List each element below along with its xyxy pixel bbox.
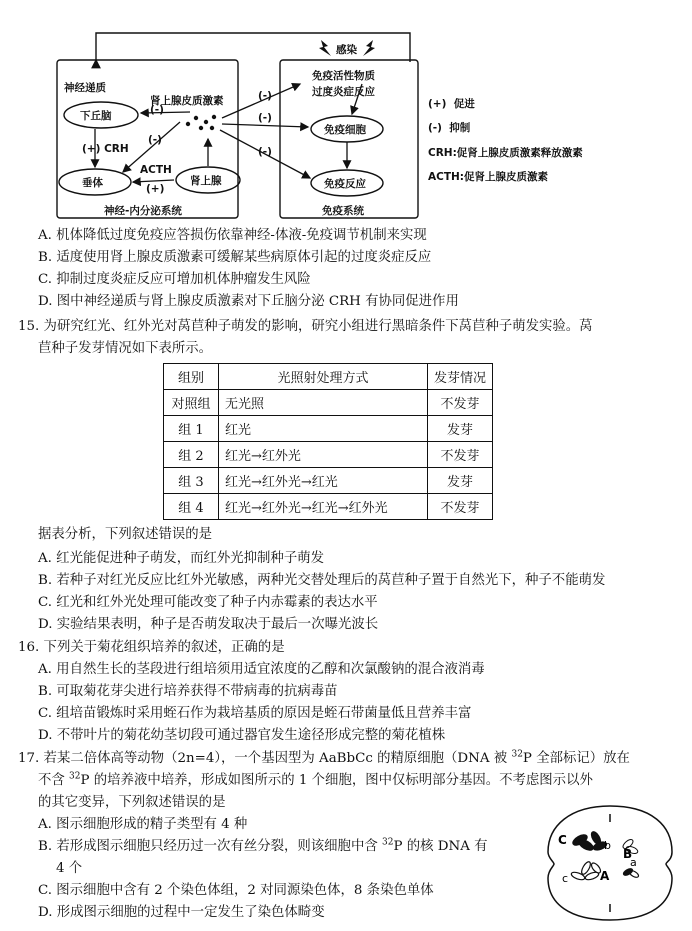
table-cell: 对照组 xyxy=(164,390,219,416)
hormone-dots xyxy=(186,115,216,130)
crh-label: (+) CRH xyxy=(82,143,129,155)
q17-option-d: D. 形成图示细胞的过程中一定发生了染色体畸变 xyxy=(38,905,325,920)
table-cell: 红光→红外光 xyxy=(219,442,428,468)
gene-label: B xyxy=(623,847,633,861)
acth-plus: (+) xyxy=(146,183,165,195)
table-cell: 无光照 xyxy=(219,390,428,416)
table-row xyxy=(164,468,493,494)
gene-label: C xyxy=(558,833,567,847)
table-header: 光照射处理方式 xyxy=(219,364,428,390)
neuro-system-label: 神经-内分泌系统 xyxy=(104,205,182,217)
immune-active-label: 免疫活性物质 xyxy=(312,70,375,82)
table-row xyxy=(164,494,493,520)
q15-option-b: B. 若种子对红光反应比红外光敏感，两种光交替处理后的莴苣种子置于自然光下，种子不能萌发 xyxy=(38,573,606,588)
infection-label: 感染 xyxy=(336,44,357,56)
q15-option-d: D. 实验结果表明，种子是否萌发取决于最后一次曝光波长 xyxy=(38,617,379,632)
nerve-transmitter-label: 神经递质 xyxy=(64,82,106,94)
table-cell: 发芽 xyxy=(428,416,493,442)
table-cell: 组 1 xyxy=(164,416,219,442)
q15-stem-line1: 15. 为研究红光、红外光对莴苣种子萌发的影响，研究小组进行黑暗条件下莴苣种子萌发实验。莴 xyxy=(18,319,593,334)
q14-option-b: B. 适度使用肾上腺皮质激素可缓解某些病原体引起的过度炎症反应 xyxy=(38,250,432,265)
legend-acth: ACTH:促肾上腺皮质激素 xyxy=(428,171,548,183)
lightning-icon xyxy=(319,40,331,56)
q17-stem-line3: 的其它变异，下列叙述错误的是 xyxy=(38,795,226,810)
adrenal-label: 肾上腺 xyxy=(190,175,222,187)
table-cell: 组 2 xyxy=(164,442,219,468)
immune-cells-label: 免疫细胞 xyxy=(324,124,366,136)
table-cell: 红光→红外光→红光→红外光 xyxy=(219,494,428,520)
q15-stem-line2: 苣种子发芽情况如下表所示。 xyxy=(38,341,213,356)
q14-option-a: A. 机体降低过度免疫应答损伤依靠神经-体液-免疫调节机制来实现 xyxy=(38,228,427,243)
table-cell: 红光→红外光→红光 xyxy=(219,468,428,494)
q17-option-c: C. 图示细胞中含有 2 个染色体组，2 对同源染色体，8 条染色单体 xyxy=(38,883,434,898)
q16-option-d: D. 不带叶片的菊花幼茎切段可通过器官发生途径形成完整的菊花植株 xyxy=(38,728,446,743)
q17-stem-line1: 17. 若某二倍体高等动物（2n=4），一个基因型为 AaBbCc 的精原细胞（DNA 被 $^{32}$P 全部标记）放在 xyxy=(18,749,630,766)
table-cell: 不发芽 xyxy=(428,390,493,416)
immune-system-label: 免疫系统 xyxy=(322,205,364,217)
minus-immune-response: (-) xyxy=(258,146,272,158)
hypothalamus-label: 下丘脑 xyxy=(80,110,112,122)
lightning-icon xyxy=(363,40,375,56)
q17-option-b: B. 若形成图示细胞只经历过一次有丝分裂，则该细胞中含 $^{32}$P 的核 DNA 有 xyxy=(38,837,488,854)
table-row xyxy=(164,416,493,442)
inflammation-label: 过度炎症反应 xyxy=(312,86,375,98)
q17-stem-line2: 不含 $^{32}$P 的培养液中培养，形成如图所示的 1 个细胞，图中仅标明部分基因。不考虑图示以外 xyxy=(38,771,593,788)
table-header: 发芽情况 xyxy=(428,364,493,390)
q15-option-a: A. 红光能促进种子萌发，而红外光抑制种子萌发 xyxy=(38,551,324,566)
q16-option-b: B. 可取菊花芽尖进行培养获得不带病毒的抗病毒苗 xyxy=(38,684,338,699)
q15-option-c: C. 红光和红外光处理可能改变了种子内赤霉素的表达水平 xyxy=(38,595,378,610)
table-cell: 发芽 xyxy=(428,468,493,494)
table-cell: 组 4 xyxy=(164,494,219,520)
pituitary-label: 垂体 xyxy=(82,177,103,189)
q16-option-a: A. 用自然生长的茎段进行组培须用适宜浓度的乙醇和次氯酸钠的混合液消毒 xyxy=(38,662,485,677)
q16-option-c: C. 组培苗锻炼时采用蛭石作为栽培基质的原因是蛭石带菌量低且营养丰富 xyxy=(38,706,472,721)
gene-label: c xyxy=(562,872,569,885)
table-cell: 不发芽 xyxy=(428,494,493,520)
q16-stem: 16. 下列关于菊花组织培养的叙述，正确的是 xyxy=(18,640,285,655)
feedback-loop-line xyxy=(96,33,410,62)
minus-immune-cell: (-) xyxy=(258,112,272,124)
table-header-row xyxy=(164,364,493,390)
legend-promote: (+) 促进 xyxy=(428,98,475,110)
gene-label: a xyxy=(630,856,637,869)
table-cell: 组 3 xyxy=(164,468,219,494)
gene-label: b xyxy=(604,839,611,852)
q15-prompt: 据表分析，下列叙述错误的是 xyxy=(38,527,213,542)
table-header: 组别 xyxy=(164,364,219,390)
q17-option-a: A. 图示细胞形成的精子类型有 4 种 xyxy=(38,817,248,832)
cortisol-label: 肾上腺皮质激素 xyxy=(150,95,224,107)
table-cell: 不发芽 xyxy=(428,442,493,468)
legend-crh: CRH:促肾上腺皮质激素释放激素 xyxy=(428,147,583,159)
dividing-cell-diagram xyxy=(540,800,680,925)
gene-label: A xyxy=(600,869,610,883)
q14-option-d: D. 图中神经递质与肾上腺皮质激素对下丘脑分泌 CRH 有协同促进作用 xyxy=(38,294,459,309)
table-row xyxy=(164,390,493,416)
legend-inhibit: (-) 抑制 xyxy=(428,122,471,134)
acth-label: ACTH xyxy=(140,164,172,176)
immune-response-label: 免疫反应 xyxy=(324,178,366,190)
q14-option-c: C. 抑制过度炎症反应可增加机体肿瘤发生风险 xyxy=(38,272,311,287)
table-row xyxy=(164,442,493,468)
minus-hypothalamus: (-) xyxy=(150,104,164,116)
germination-table xyxy=(163,363,493,520)
minus-pituitary: (-) xyxy=(148,134,162,146)
cell-outline xyxy=(548,806,672,920)
minus-inflammation: (-) xyxy=(258,90,272,102)
q17-option-b-cont: 4 个 xyxy=(56,861,83,876)
table-cell: 红光 xyxy=(219,416,428,442)
